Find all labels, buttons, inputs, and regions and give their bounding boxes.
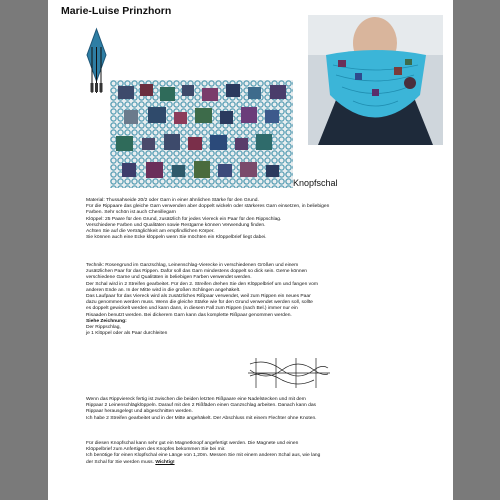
finishing-section xyxy=(86,397,317,422)
technique-line: verschiedene Garne und Qualitäten in beliebigen Farben verwendet werden. xyxy=(86,275,252,281)
closure-line: Für diesen Knopfschal kann sehr gut ein Magnetknopf angefertigt werden. Die Magnete und einen xyxy=(86,441,299,446)
technique-line: Technik: Rosengrund im Ganzschlag, Leinenschlag-Vierecke in verschiedenen Größen und einem xyxy=(86,263,299,268)
closure-line: Ich benötige für einen Klopfschal eine Länge von 1,20m. Messen Sie mit einem anderen Schal aus, wie lang xyxy=(86,453,321,459)
lace-sample-image xyxy=(110,80,293,188)
technique-line: es doppelt gewickelt werden und kann dann, in diesem Fall zum Rippen (nach Bel.) immer nur ein xyxy=(86,306,298,312)
material-line: Für die Rippaare das gleiche Garn verwenden aber doppelt wickeln oder stärkeres Garn einsetzen, in beliebigen xyxy=(86,204,330,210)
technique-line: Das Laufpaar für das Viereck wird als zusätzliches Rißpaar verwendet, weil zum Rippen ein neues Paar xyxy=(86,294,311,300)
material-line: Material: Thussahseide 20/2 oder Garn in einer ähnlichen Stärke für den Grund. xyxy=(86,198,259,203)
technique-section xyxy=(86,263,318,337)
pattern-title: Knopfschal xyxy=(293,178,338,188)
important-emphasis: Wichtig! xyxy=(155,459,175,465)
technique-line: Der Schal wird in 2 Streifen gearbeitet. Für den 2. Streifen drehen Sie den Klöppelbrief um und fangen vom xyxy=(86,281,318,287)
finishing-line: Wenn das Rippviereck fertig ist zwischen die beiden letzten Rißpaare eine Nadelstecken und mit dem xyxy=(86,397,306,402)
finishing-line: Rippaar herausgelegt und abgeschnitten werden. xyxy=(86,409,193,415)
technique-line: dazu genommen werden muss. Wenn die gleiche Stärke wie für den Grund verwendet werden soll, sollte xyxy=(86,300,313,306)
author-name: Marie-Luise Prinzhorn xyxy=(61,5,172,17)
document-page xyxy=(48,0,453,500)
scarf-photo xyxy=(308,15,443,145)
rib-stitch-diagram xyxy=(248,356,330,390)
closure-line: Klöppelbrief zum Anfertigen des Knopfes bekommen Sie bei mir. xyxy=(86,447,226,453)
material-line: Farben. Sehr schön ist auch Chenillegarn xyxy=(86,210,176,216)
material-line: Verschiedene Farben und Qualitäten sowie Restgarne können Verwendung finden. xyxy=(86,222,266,228)
lace-logo xyxy=(85,27,108,95)
finishing-line: Ich habe 2 Streifen gearbeitet und in der Mitte angehäkelt. Der Abschluss mit einem Flechter ohne Knoten. xyxy=(86,415,317,421)
finishing-line: Rippaar 2 Leinenschlägklöppeln. Darauf mit den 2 Rißfäden einen Ganzschlag arbeiten. Danach kann das xyxy=(86,403,317,409)
material-line: Klöppel: 25 Paare für den Grund, zusätzlich für jedes Viereck ein Paar für den Rippschlag. xyxy=(86,216,282,222)
drawing-line: Der Rippschlag, xyxy=(86,325,121,331)
technique-line: Risaaden benutzt werden. Bei dickerem Garn kann das komplette Rißpaar genommen werden. xyxy=(86,312,292,318)
drawing-heading: Siehe Zeichnung: xyxy=(86,318,127,324)
closure-section xyxy=(86,441,320,466)
material-line: Sie können auch eine Ecke klöppeln wenn Sie möchten ein Klöppelbrief liegt dabei. xyxy=(86,235,267,241)
drawing-line: je 1 Klöppel oder als Paar durchleiten xyxy=(86,331,168,337)
closure-line xyxy=(86,460,320,466)
closure-text: der Schal für Sie werden muss. xyxy=(86,459,156,465)
material-section xyxy=(86,198,329,241)
technique-line: zusätzlichen Paar für das Rippen. Dafür soll das Garn mindestens doppelt so dick sein. Gerne können xyxy=(86,269,308,275)
material-line: Achten Sie auf die Verträglichkeit am empfindlichen Körper. xyxy=(86,229,215,235)
technique-line: anderen Ende an. In der Mitte wird in die großen Schlingen angehäkelt. xyxy=(86,287,241,293)
